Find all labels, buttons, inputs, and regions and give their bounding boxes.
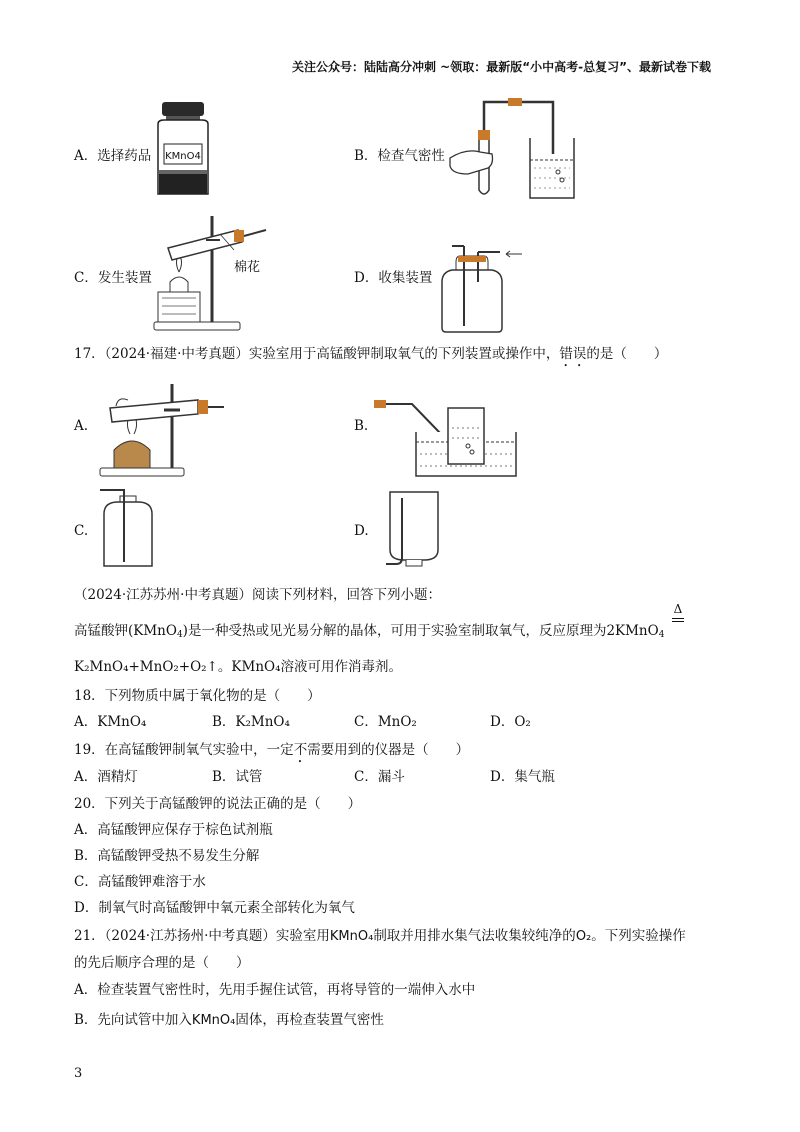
heat-delta-sign: Δ [672, 603, 684, 622]
q21-option-a: A．检查装置气密性时，先用手握住试管，再将导管的一端伸入水中 [74, 982, 476, 998]
q19-option-c: C．漏斗 [354, 769, 405, 785]
q19-stem: 19．在高锰酸钾制氧气实验中，一定不需要用到的仪器是（ ） [74, 742, 470, 758]
q17-option-c: C. [74, 523, 89, 539]
q19-option-a: A．酒精灯 [74, 769, 138, 785]
page-header: 关注公众号：陆陆高分冲刺 ~领取：最新版“小中高考-总复习”、最新试卷下载 [292, 60, 711, 74]
material-line2: K₂MnO₄+MnO₂+O₂↑。KMnO₄溶液可用作消毒剂。 [74, 659, 402, 675]
material-intro: （2024·江苏苏州·中考真题）阅读下列材料，回答下列小题： [74, 587, 441, 603]
q17-heating-apparatus-figure [98, 378, 228, 478]
q17-water-collection-figure [372, 398, 520, 482]
q20-option-d: D．制氧气时高锰酸钾中氧元素全部转化为氧气 [74, 900, 355, 916]
q19-option-d: D．集气瓶 [490, 769, 555, 785]
q17-bottle-up-figure [98, 488, 158, 570]
airtightness-check-figure [448, 94, 578, 204]
q19-option-b: B．试管 [212, 769, 263, 785]
q18-option-b: B．K₂MnO₄ [212, 714, 290, 730]
q20-option-c: C．高锰酸钾难溶于水 [74, 874, 206, 890]
q17-option-b: B. [354, 418, 369, 434]
q20-stem: 20．下列关于高锰酸钾的说法正确的是（ ） [74, 796, 362, 812]
q18-option-c: C．MnO₂ [354, 714, 417, 730]
q16-option-c: C．发生装置 [74, 270, 152, 286]
bottle-label: KMnO4 [165, 151, 201, 162]
q17-option-d: D. [354, 523, 369, 539]
q16-option-d: D．收集装置 [354, 270, 433, 286]
q21-option-b: B．先向试管中加入KMnO₄固体，再检查装置气密性 [74, 1012, 384, 1028]
q16-option-a: A．选择药品 [74, 148, 152, 164]
page-number: 3 [74, 1066, 83, 1081]
q20-option-a: A．高锰酸钾应保存于棕色试剂瓶 [74, 822, 273, 838]
q21-stem-line2: 的先后顺序合理的是（ ） [74, 955, 250, 971]
q20-option-b: B．高锰酸钾受热不易发生分解 [74, 848, 260, 864]
material-line1: 高锰酸钾(KMnO$_4$)是一种受热或见光易分解的晶体，可用于实验室制取氧气，反应原理为2KMnO$_4$ [74, 623, 665, 640]
q21-stem-line1: 21．（2024·江苏扬州·中考真题）实验室用KMnO₄制取并用排水集气法收集较纯净的O₂。下列实验操作 [74, 928, 686, 944]
q17-stem: 17．（2024·福建·中考真题）实验室用于高锰酸钾制取氧气的下列装置或操作中，错误的是（ ） [74, 346, 668, 362]
cotton-label: 棉花 [234, 260, 261, 275]
q16-option-b: B．检查气密性 [354, 148, 445, 164]
q17-bottle-down-figure [384, 488, 444, 568]
q18-stem: 18．下列物质中属于氧化物的是（ ） [74, 688, 321, 704]
q17-option-a: A. [74, 418, 89, 434]
q18-option-a: A．KMnO₄ [74, 714, 147, 730]
gas-collection-bottle-figure [430, 242, 530, 334]
reagent-bottle-figure [150, 100, 216, 200]
q18-option-d: D．O₂ [490, 714, 531, 730]
